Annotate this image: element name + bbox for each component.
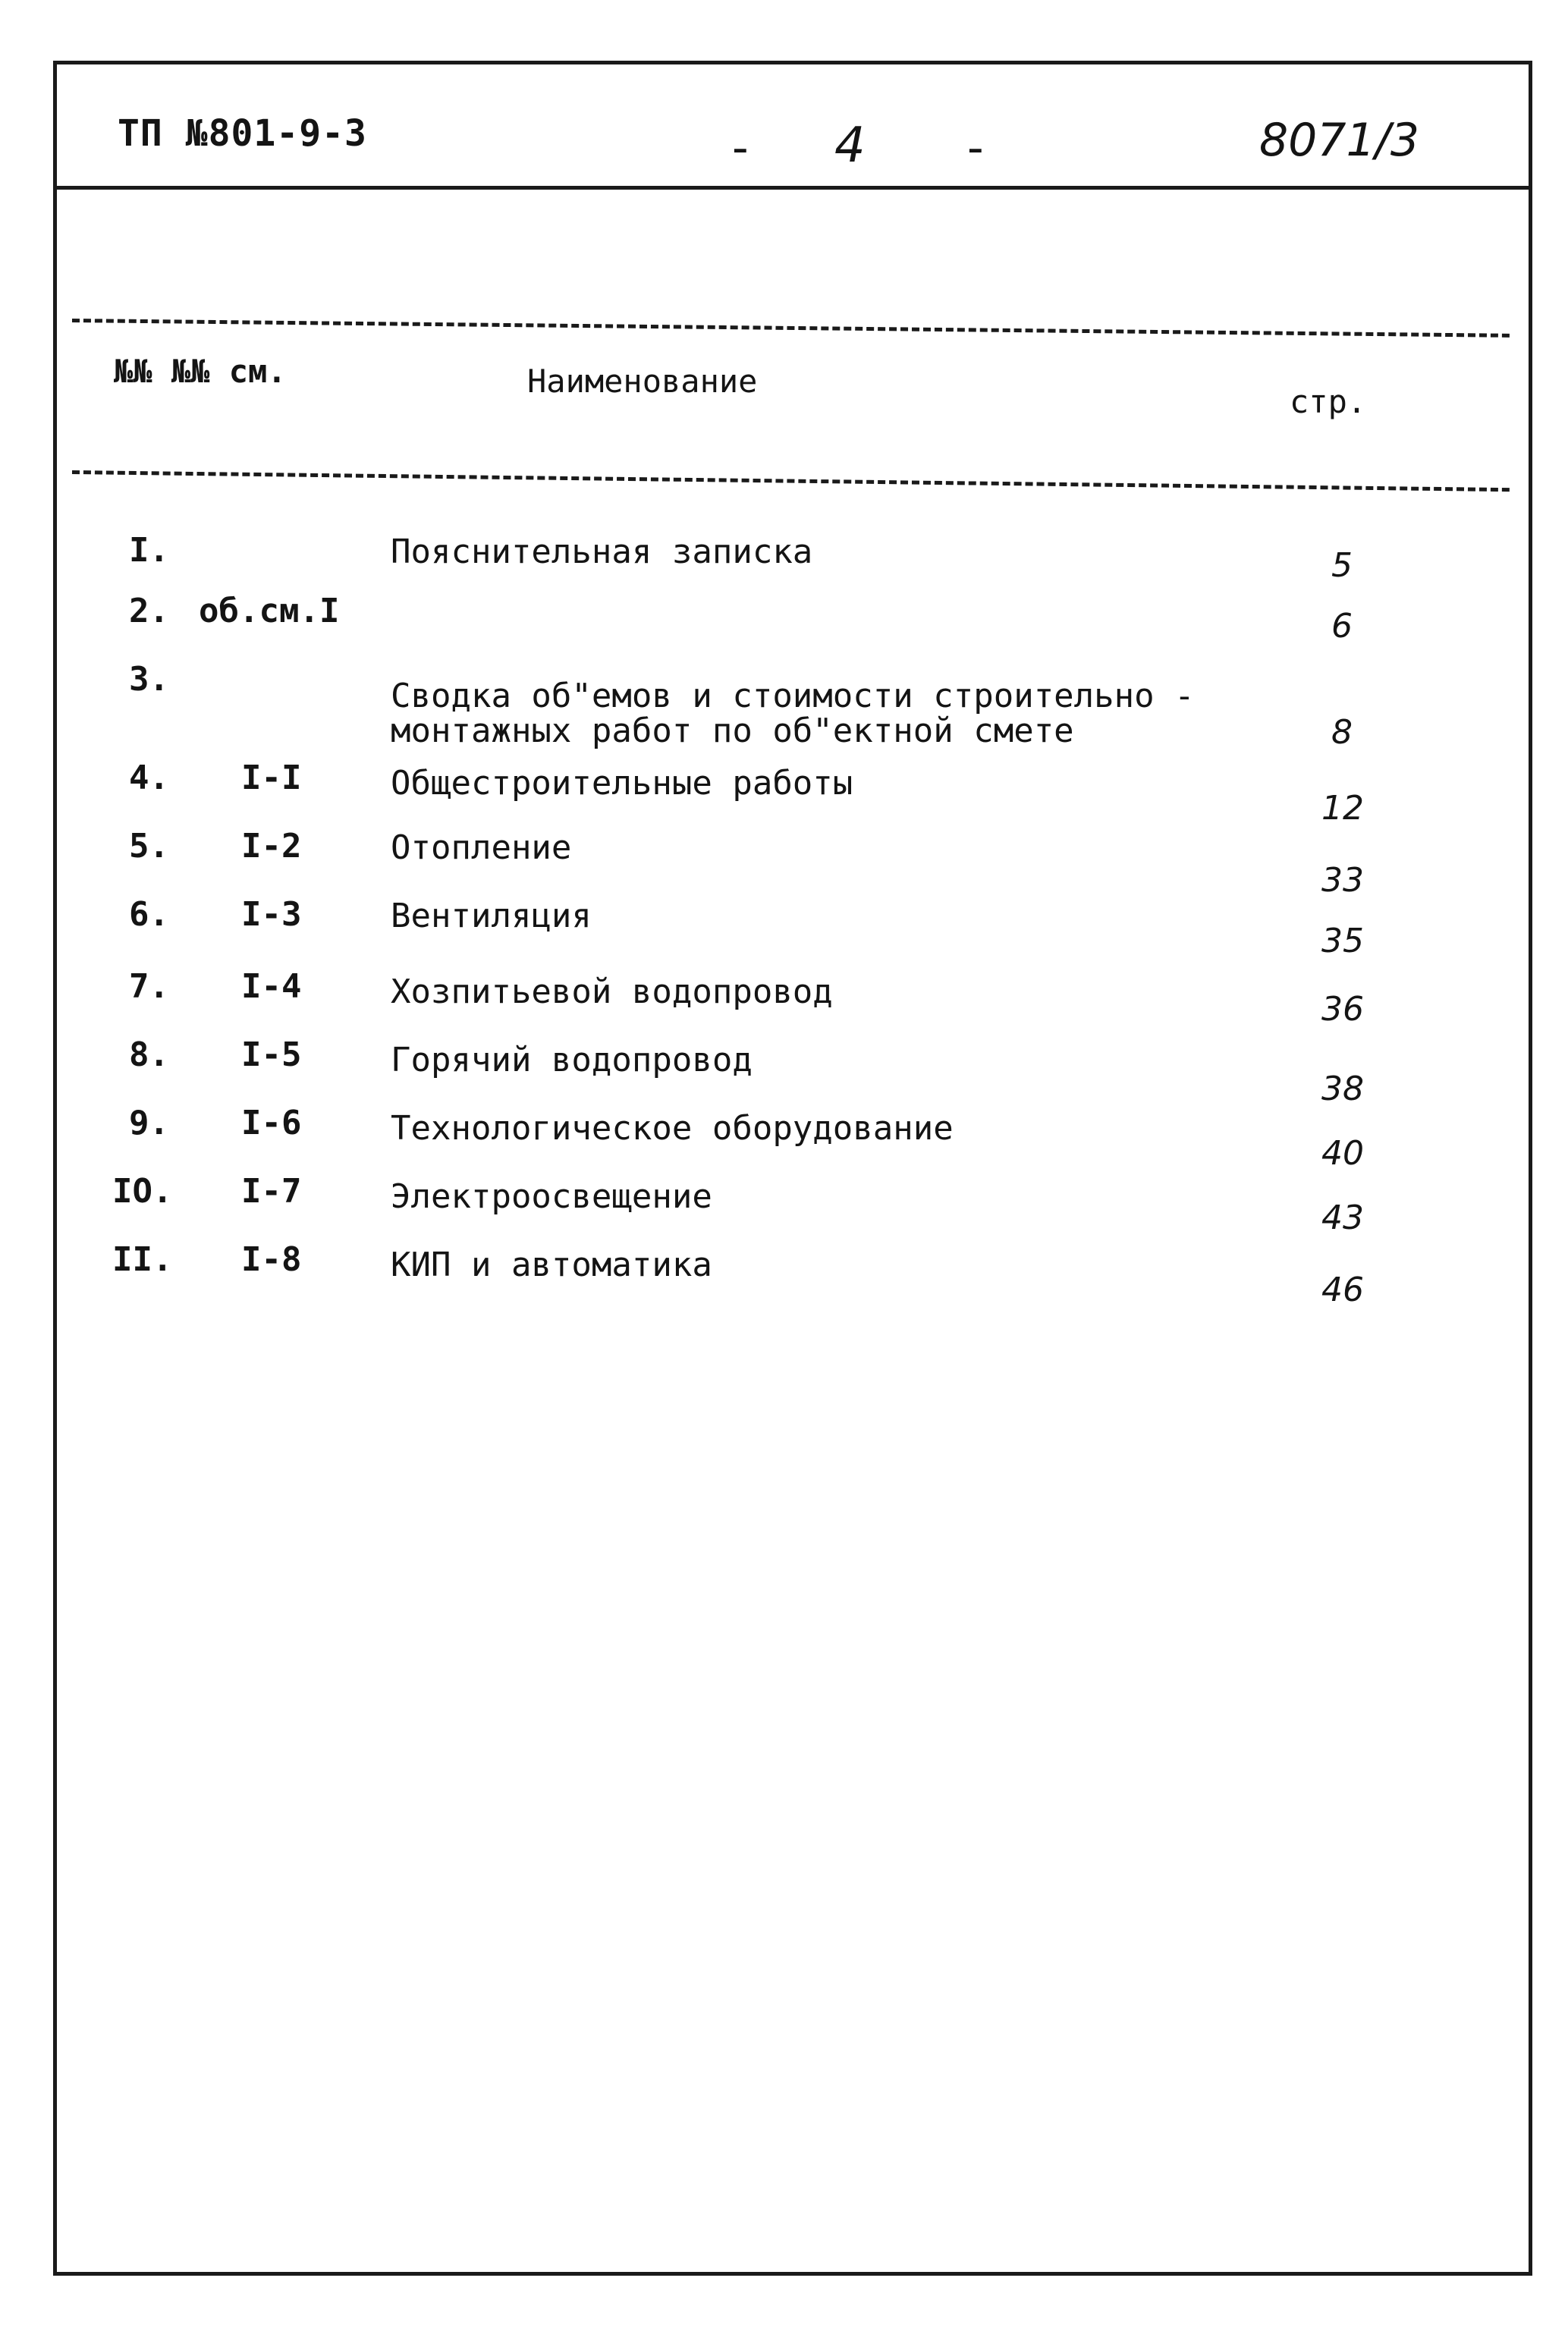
row-name: Отопление [391, 828, 572, 867]
row-number: 7. [129, 967, 169, 1006]
column-header-page: стр. [1290, 383, 1367, 420]
page-number: 4 [834, 118, 870, 174]
row-estimate-ref: I-4 [241, 967, 302, 1006]
page-dash-left: - [732, 121, 749, 174]
row-number: 2. [129, 592, 169, 630]
header-divider [53, 186, 1532, 190]
row-name: Сводка об"емов и стоимости строительно - монтажных работ по об"ектной смете [391, 677, 1195, 750]
row-page: 12 [1321, 789, 1364, 828]
row-estimate-ref: I-3 [241, 895, 302, 934]
row-page: 36 [1321, 990, 1364, 1029]
row-page: 40 [1321, 1134, 1364, 1173]
row-estimate-ref: I-7 [241, 1172, 302, 1211]
row-page: 33 [1321, 861, 1364, 900]
column-header-name: Наименование [527, 363, 758, 400]
reference-number: 8071/3 [1259, 114, 1420, 167]
row-name: Вентиляция [391, 897, 592, 935]
row-estimate-ref: об.см.I [199, 592, 340, 630]
row-estimate-ref: I-6 [241, 1104, 302, 1142]
row-number: 8. [129, 1035, 169, 1074]
row-number: 9. [129, 1104, 169, 1142]
row-name: Горячий водопровод [391, 1041, 753, 1079]
page-dash-right: - [967, 121, 984, 174]
row-page: 5 [1331, 546, 1353, 585]
row-number: IO. [112, 1172, 173, 1211]
row-estimate-ref: I-5 [241, 1035, 302, 1074]
row-page: 38 [1321, 1070, 1364, 1108]
row-number: 3. [129, 660, 169, 699]
row-estimate-ref: I-2 [241, 827, 302, 866]
row-number: 6. [129, 895, 169, 934]
row-estimate-ref: I-I [241, 759, 302, 797]
row-number: I. [129, 531, 169, 570]
row-page: 43 [1321, 1199, 1364, 1237]
row-name: Пояснительная записка [391, 533, 813, 571]
row-page: 35 [1321, 922, 1364, 960]
row-number: II. [112, 1240, 173, 1279]
row-name: Общестроительные работы [391, 764, 853, 803]
row-page: 6 [1331, 607, 1353, 646]
row-name: КИП и автоматика [391, 1246, 712, 1284]
column-header-number: №№ №№ см. [114, 353, 287, 390]
row-estimate-ref: I-8 [241, 1240, 302, 1279]
row-name: Технологическое оборудование [391, 1109, 954, 1148]
row-name: Хозпитьевой водопровод [391, 972, 833, 1011]
row-number: 4. [129, 759, 169, 797]
row-name: Электроосвещение [391, 1177, 712, 1216]
row-page: 46 [1321, 1271, 1364, 1309]
row-number: 5. [129, 827, 169, 866]
document-code: ТП №801-9-3 [118, 112, 367, 155]
row-page: 8 [1331, 713, 1353, 752]
